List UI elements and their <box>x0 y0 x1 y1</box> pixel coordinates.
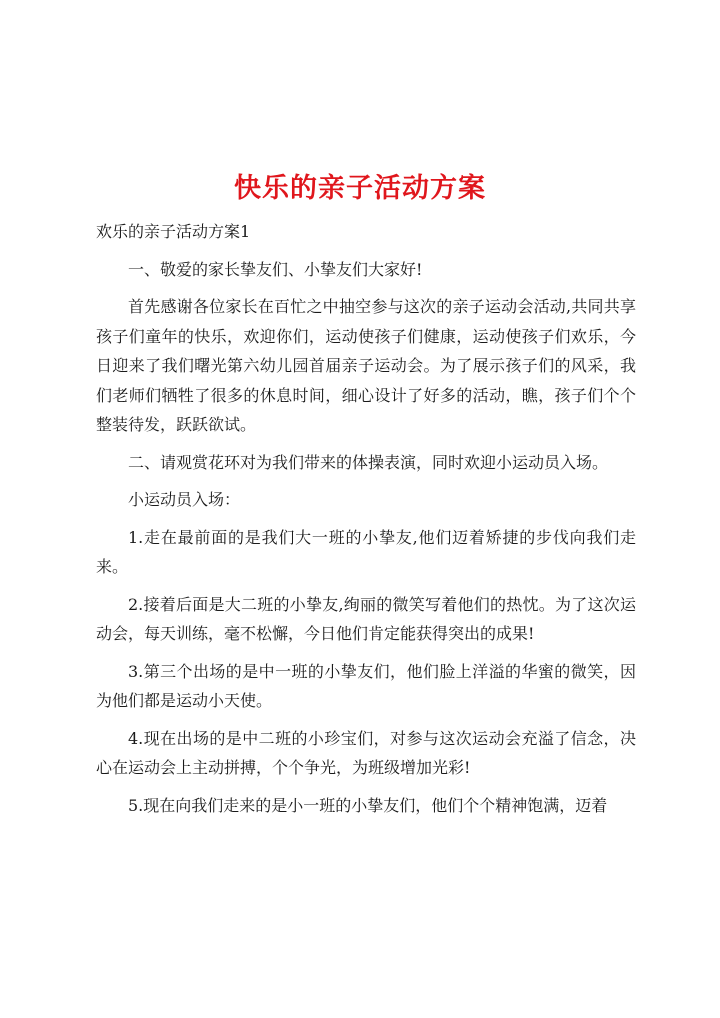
document-body <box>96 217 636 828</box>
paragraph-class-2: 2.接着后面是大二班的小挚友,绚丽的微笑写着他们的热忱。为了这次运动会，每天训练，毫不松懈，今日他们肯定能获得突出的成果! <box>96 594 636 643</box>
paragraph-class-1: 1.走在最前面的是我们大一班的小挚友,他们迈着矫捷的步伐向我们走来。 <box>96 527 636 576</box>
document-title: 快乐的亲子活动方案 <box>234 173 486 205</box>
paragraph-gymnastics: 二、请观赏花环对为我们带来的体操表演，同时欢迎小运动员入场。 <box>128 452 609 472</box>
paragraph-greeting: 一、敬爱的家长挚友们、小挚友们大家好! <box>128 259 423 279</box>
paragraph-class-5: 5.现在向我们走来的是小一班的小挚友们，他们个个精神饱满，迈着 <box>128 795 608 815</box>
document-subtitle: 欢乐的亲子活动方案1 <box>96 222 251 241</box>
paragraph-welcome: 首先感谢各位家长在百忙之中抽空参与这次的亲子运动会活动,共同共享孩子们童年的快乐，欢迎你们，运动使孩子们健康，运动使孩子们欢乐，今日迎来了我们曙光第六幼儿园首届亲子运动会。为了展示孩子们的风采，我们老师们牺牲了很多的休息时间，细心设计了好多的活动，瞧，孩子们个个整装待发，跃跃欲试。 <box>96 297 636 434</box>
paragraph-class-4: 4.现在出场的是中二班的小珍宝们，对参与这次运动会充溢了信念，决心在运动会上主动拼搏，个个争光，为班级增加光彩! <box>96 728 636 777</box>
paragraph-class-3: 3.第三个出场的是中一班的小挚友们，他们脸上洋溢的华蜜的微笑，因为他们都是运动小天使。 <box>96 661 636 710</box>
paragraph-athletes-entry: 小运动员入场： <box>128 490 241 509</box>
